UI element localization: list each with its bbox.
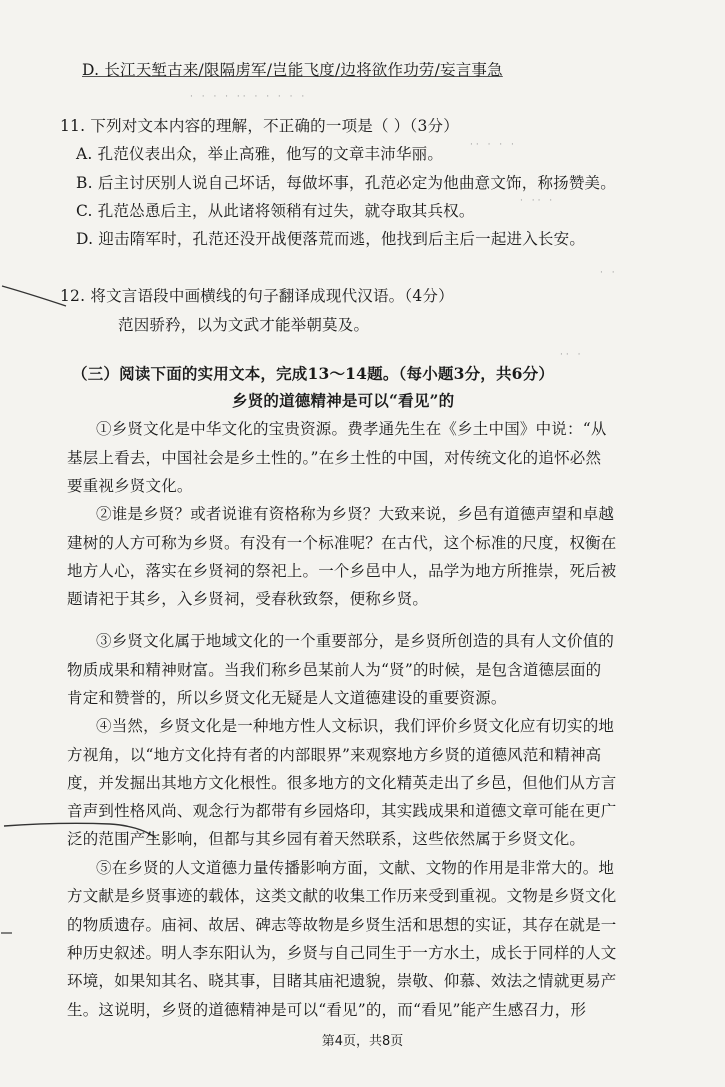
q11-option-d: D. 迎击隋军时，孔范还没开战便落荒而逃，他找到后主后一起进入长安。 xyxy=(76,230,586,248)
scan-noise: · · · · ·· · · · · · xyxy=(190,92,308,102)
q12-sentence: 范因骄矜，以为文武才能举朝莫及。 xyxy=(118,316,370,334)
question-11: 11. 下列对文本内容的理解，不正确的一项是（ ）（3分） xyxy=(60,117,459,135)
paragraph-4-line-2: 方视角，以“地方文化持有者的内部眼界”来观察地方乡贤的道德风范和精神高 xyxy=(67,746,602,764)
paragraph-1-line-2: 基层上看去，中国社会是乡土性的。”在乡土性的中国，对传统文化的追怀必然 xyxy=(67,449,602,467)
q11-option-b: B. 后主讨厌别人说自己坏话，每做坏事，孔范必定为他曲意文饰，称扬赞美。 xyxy=(76,174,616,192)
paragraph-5-line-1: ⑤在乡贤的人文道德力量传播影响方面，文献、文物的作用是非常大的。地 xyxy=(96,859,615,877)
scan-noise: · · xyxy=(600,268,618,278)
page-number: 第4页，共8页 xyxy=(321,1034,404,1049)
paragraph-2-line-2: 建树的人方可称为乡贤。有没有一个标准呢？在古代，这个标准的尺度，权衡在 xyxy=(67,534,617,552)
paragraph-5-line-6: 生。这说明，乡贤的道德精神是可以“看见”的，而“看见”能产生感召力，形 xyxy=(67,1001,587,1019)
paragraph-3-line-1: ③乡贤文化属于地域文化的一个重要部分，是乡贤所创造的具有人文价值的 xyxy=(96,632,615,650)
q11-option-c: C. 孔范怂恿后主，从此诸将领稍有过失，就夺取其兵权。 xyxy=(76,202,475,220)
paragraph-5-line-4: 种历史叙述。明人李东阳认为，乡贤与自己同生于一方水土，成长于同样的人文 xyxy=(67,944,617,962)
paragraph-3-line-2: 物质成果和精神财富。当我们称乡邑某前人为“贤”的时候，是包含道德层面的 xyxy=(67,661,602,679)
paragraph-4-line-3: 度，并发掘出其地方文化根性。很多地方的文化精英走出了乡邑，但他们从方言 xyxy=(67,774,617,792)
paragraph-4-line-5: 泛的范围产生影响，但都与其乡园有着天然联系，这些依然属于乡贤文化。 xyxy=(67,830,586,848)
paragraph-5-line-2: 方文献是乡贤事迹的载体，这类文献的收集工作历来受到重视。文物是乡贤文化 xyxy=(67,887,617,905)
q11-option-a: A. 孔范仪表出众，举止高雅，他写的文章丰沛华丽。 xyxy=(76,145,444,163)
article-title: 乡贤的道德精神是可以“看见”的 xyxy=(232,391,455,410)
pen-mark-bottom xyxy=(0,930,14,936)
paragraph-5-line-3: 的物质遗存。庙祠、故居、碑志等故物是乡贤生活和思想的实证，其存在就是一 xyxy=(67,916,617,934)
paragraph-1-line-1: ①乡贤文化是中华文化的宝贵资源。费孝通先生在《乡土中国》中说：“从 xyxy=(96,420,607,438)
paragraph-4-line-1: ④当然，乡贤文化是一种地方性人文标识，我们评价乡贤文化应有切实的地 xyxy=(96,717,615,735)
paragraph-3-line-3: 肯定和赞誉的，所以乡贤文化无疑是人文道德建设的重要资源。 xyxy=(67,689,507,707)
scan-noise: ·· · · · xyxy=(470,140,517,150)
paragraph-2-line-4: 题请祀于其乡，入乡贤祠，受春秋致祭，便称乡贤。 xyxy=(67,590,429,608)
paragraph-1-line-3: 要重视乡贤文化。 xyxy=(67,477,193,495)
paragraph-5-line-5: 环境，如果知其名、晓其事，目睹其庙祀遗貌，崇敬、仰慕、效法之情就更易产 xyxy=(67,972,617,990)
paragraph-2-line-1: ②谁是乡贤？或者说谁有资格称为乡贤？大致来说，乡邑有道德声望和卓越 xyxy=(96,505,615,523)
section-three-heading: （三）阅读下面的实用文本，完成13～14题。（每小题3分，共6分） xyxy=(72,364,555,383)
paragraph-2-line-3: 地方人心，落实在乡贤祠的祭祀上。一个乡邑中人，品学为地方所推崇，死后被 xyxy=(67,562,617,580)
option-d-q10: D. 长江天堑古来/限隔虏军/岂能飞度/边将欲作功劳/妄言事急 xyxy=(82,61,503,79)
question-12: 12. 将文言语段中画横线的句子翻译成现代汉语。（4分） xyxy=(60,287,454,305)
paragraph-4-line-4: 音声到性格风尚、观念行为都带有乡园烙印，其实践成果和道德文章可能在更广 xyxy=(67,802,617,820)
scan-noise: ·· · xyxy=(560,350,584,360)
scan-noise: · ·· · xyxy=(520,196,556,206)
